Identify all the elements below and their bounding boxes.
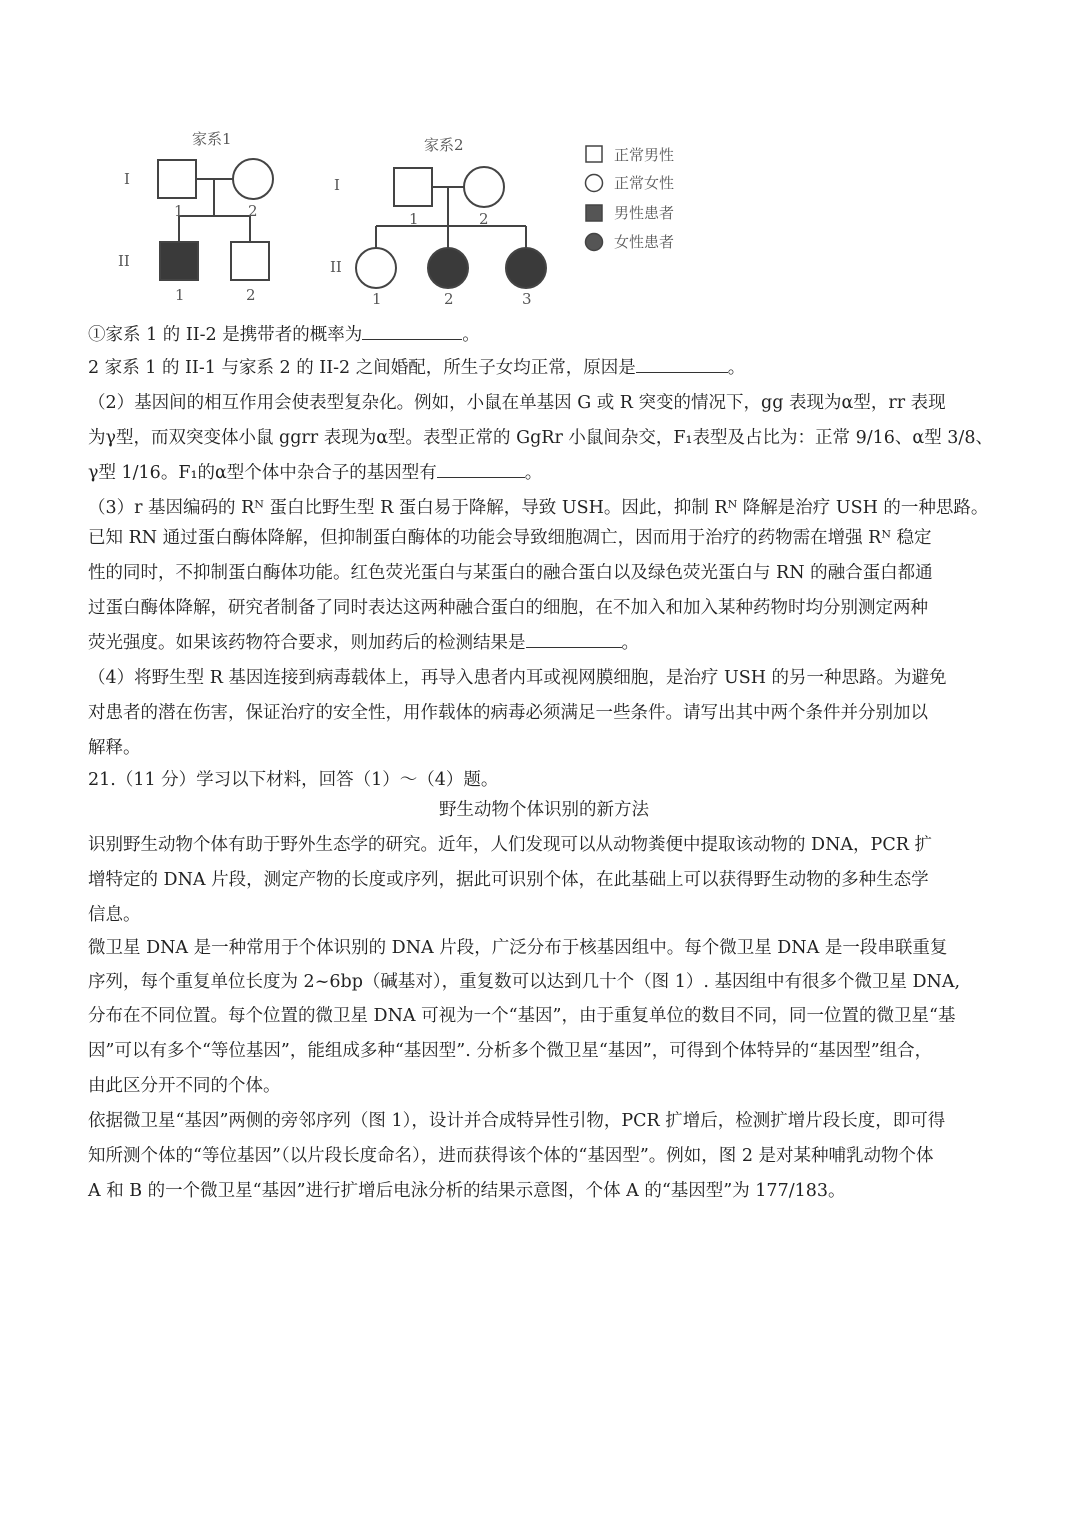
answer-blank[interactable]: [636, 356, 728, 373]
answer-blank[interactable]: [526, 631, 622, 648]
legend-affected-female-symbol: [586, 234, 603, 251]
f1-I2-number: 2: [248, 202, 258, 220]
question-4-line-1: （4）将野生型 R 基因连接到病毒载体上，再导入患者内耳或视网膜细胞，是治疗 USH 的另一种思路。为避免: [88, 668, 947, 688]
f2-II2-number: 2: [444, 290, 454, 308]
question-3-line-3: 性的同时，不抑制蛋白酶体功能。红色荧光蛋白与某蛋白的融合蛋白以及绿色荧光蛋白与 RN 的融合蛋白都通: [88, 563, 933, 583]
f2-gen-II: II: [330, 258, 342, 276]
question-3-line-1: （3）r 基因编码的 Rᴺ 蛋白比野生型 R 蛋白易于降解，导致 USH。因此，抑制 Rᴺ 降解是治疗 USH 的一种思路。: [88, 498, 989, 518]
article-title: 野生动物个体识别的新方法: [439, 800, 649, 820]
question-3-line-2: 已知 RN 通过蛋白酶体降解，但抑制蛋白酶体的功能会导致细胞凋亡，因而用于治疗的药物需在增强 Rᴺ 稳定: [88, 528, 932, 548]
question-21-header: 21.（11 分）学习以下材料，回答（1）～（4）题。: [88, 770, 499, 790]
question-3-line-5: 荧光强度。如果该药物符合要求，则加药后的检测结果是 。: [88, 633, 639, 653]
question-2-line-1: （2）基因间的相互作用会使表型复杂化。例如，小鼠在单基因 G 或 R 突变的情况下，gg 表现为α型，rr 表现: [88, 393, 946, 413]
paragraph-2-line-1: 微卫星 DNA 是一种常用于个体识别的 DNA 片段，广泛分布于核基因组中。每个微卫星 DNA 是一段串联重复: [88, 938, 948, 958]
legend-normal-male-symbol: [586, 146, 602, 162]
f2-I1-number: 1: [409, 210, 419, 228]
paragraph-3-line-3: A 和 B 的一个微卫星“基因”进行扩增后电泳分析的结果示意图，个体 A 的“基因型”为 177/183。: [88, 1181, 846, 1201]
legend-normal-male: 正常男性: [614, 146, 675, 164]
f2-II1-number: 1: [372, 290, 382, 308]
question-2-line-3: γ型 1/16。F₁的α型个体中杂合子的基因型有 。: [88, 463, 543, 483]
legend-affected-male-symbol: [586, 205, 602, 221]
f1-I1-normal-male: [158, 160, 196, 198]
f2-II1-normal-female: [356, 248, 396, 288]
f2-II3-affected-female: [506, 248, 546, 288]
f2-gen-I: I: [334, 176, 340, 194]
f1-II2-number: 2: [246, 286, 256, 304]
f1-gen-I: I: [124, 170, 130, 188]
paragraph-1-line-2: 增特定的 DNA 片段，测定产物的长度或序列，据此可识别个体，在此基础上可以获得野生动物的多种生态学: [88, 870, 929, 890]
question-1a: ①家系 1 的 II-2 是携带者的概率为 。: [88, 325, 480, 345]
f1-II1-number: 1: [175, 286, 185, 304]
paragraph-2-line-2: 序列，每个重复单位长度为 2~6bp（碱基对），重复数可以达到几十个（图 1）. 基因组中有很多个微卫星 DNA,: [88, 972, 961, 992]
pedigree-figure: [96, 116, 696, 316]
f1-gen-II: II: [118, 252, 130, 270]
answer-blank[interactable]: [362, 323, 462, 340]
f2-I2-normal-female: [464, 167, 504, 207]
question-4-line-3: 解释。: [88, 738, 141, 758]
f1-I1-number: 1: [174, 202, 184, 220]
question-3-line-4: 过蛋白酶体降解，研究者制备了同时表达这两种融合蛋白的细胞，在不加入和加入某种药物时均分别测定两种: [88, 598, 928, 618]
family2-title: 家系2: [424, 136, 464, 154]
f2-I1-normal-male: [394, 168, 432, 206]
question-2-line-2: 为γ型，而双突变体小鼠 ggrr 表现为α型。表型正常的 GgRr 小鼠间杂交，F₁表型及占比为：正常 9/16、α型 3/8、: [88, 428, 993, 448]
paragraph-1-line-1: 识别野生动物个体有助于野外生态学的研究。近年，人们发现可以从动物粪便中提取该动物的 DNA，PCR 扩: [88, 835, 932, 855]
f2-II3-number: 3: [522, 290, 532, 308]
f2-II2-affected-female: [428, 248, 468, 288]
paragraph-3-line-2: 知所测个体的“等位基因”（以片段长度命名），进而获得该个体的“基因型”。例如，图 2 是对某种哺乳动物个体: [88, 1146, 934, 1166]
f1-II2-normal-male: [231, 242, 269, 280]
f2-I2-number: 2: [479, 210, 489, 228]
paragraph-2-line-3: 分布在不同位置。每个位置的微卫星 DNA 可视为一个“基因”，由于重复单位的数目不同，同一位置的微卫星“基: [88, 1006, 956, 1026]
paragraph-2-line-5: 由此区分开不同的个体。: [88, 1076, 281, 1096]
question-4-line-2: 对患者的潜在伤害，保证治疗的安全性，用作载体的病毒必须满足一些条件。请写出其中两个条件并分别加以: [88, 703, 928, 723]
legend-affected-female: 女性患者: [614, 233, 675, 251]
legend-affected-male: 男性患者: [614, 204, 675, 222]
question-1b: 2 家系 1 的 II-1 与家系 2 的 II-2 之间婚配，所生子女均正常，原因是 。: [88, 358, 746, 378]
legend-normal-female: 正常女性: [614, 174, 675, 192]
family1-title: 家系1: [192, 130, 232, 148]
paragraph-1-line-3: 信息。: [88, 905, 141, 925]
paragraph-3-line-1: 依据微卫星“基因”两侧的旁邻序列（图 1），设计并合成特异性引物，PCR 扩增后，检测扩增片段长度，即可得: [88, 1111, 946, 1131]
f1-I2-normal-female: [233, 159, 273, 199]
f1-II1-affected-male: [160, 242, 198, 280]
legend-normal-female-symbol: [586, 175, 603, 192]
paragraph-2-line-4: 因”可以有多个“等位基因”，能组成多种“基因型”. 分析多个微卫星“基因”，可得到个体特异的“基因型”组合，: [88, 1041, 933, 1061]
answer-blank[interactable]: [437, 461, 525, 478]
